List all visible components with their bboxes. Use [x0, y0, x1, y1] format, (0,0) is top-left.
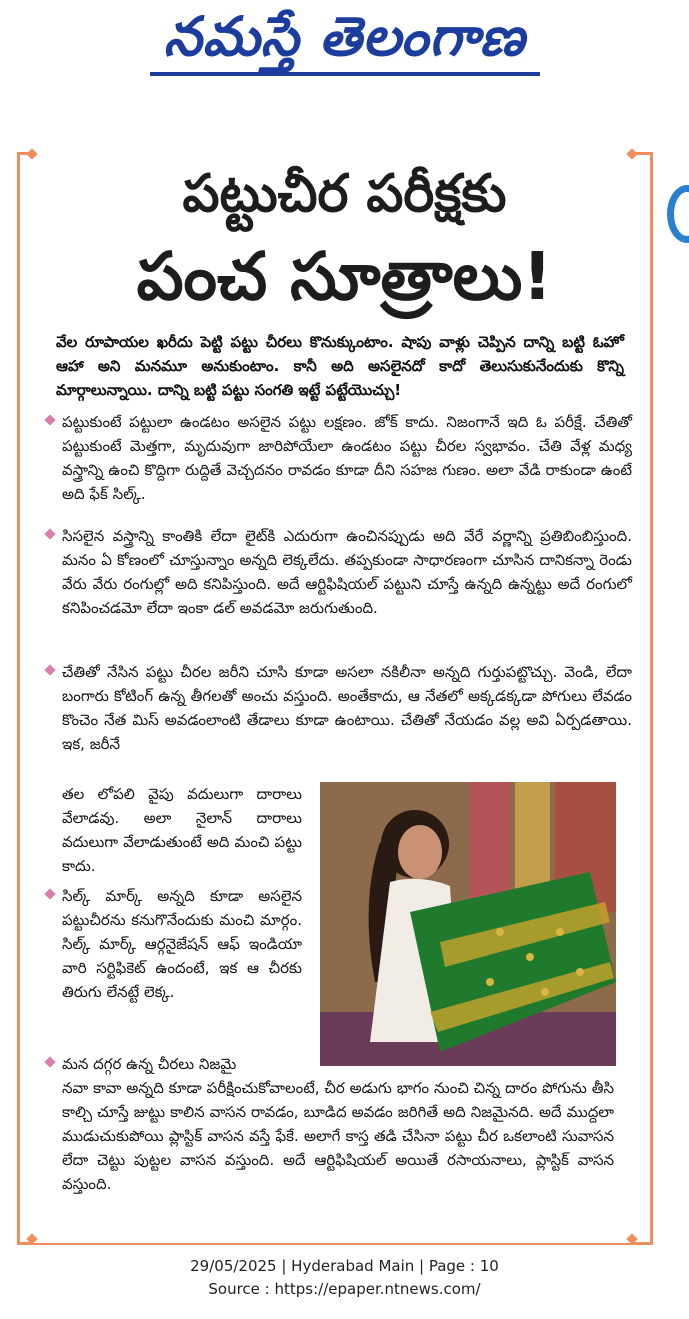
article-intro: వేల రూపాయల ఖరీదు పెట్టి పట్టు చీరలు కొనుక్కుంటాం. షాపు వాళ్లు చెప్పిన దాన్ని బట్టి ఓహో ఆహా అని మనమూ అనుకుంటాం. కానీ అది అసలైనదో కాదో తెలుసుకునేందుకు కొన్ని మార్గాలున్నాయి. దాన్ని బట్టి పట్టు సంగతి ఇట్టే పట్టేయొచ్చు!	[56, 333, 624, 399]
headline-line-2: పంచ సూత్రాలు!	[136, 238, 553, 315]
footer-source: Source : https://epaper.ntnews.com/	[208, 1280, 481, 1298]
masthead	[0, 4, 689, 82]
point-4	[44, 884, 302, 1004]
point-1	[44, 410, 632, 530]
point-5	[44, 1052, 302, 1076]
point-2-text: సిసలైన వస్త్రాన్ని కాంతికి లేదా లైట్‌కి ఎదురుగా ఉంచినప్పుడు అది వేరే వర్ణాన్ని ప్రతిబింబిస్తుంది. మనం ఏ కోణంలో చూస్తున్నాం అన్నది లెక్కలేదు. తప్పకుండా సాధారణంగా చూసిన దానికన్నా రెండు వేరు వేరు రంగుల్లో అది కనిపిస్తుంది. అదే ఆర్టిఫిషియల్ పట్టుని చూస్తే ఉన్నది ఉన్నట్టు అదే రంగులో కనిపించడమో లేదా ఇంకా డల్ అవడమో జరుగుతుంది.	[62, 527, 632, 617]
frame-gap-bottom	[32, 1234, 632, 1243]
masthead-underline	[150, 72, 540, 76]
bullet-diamond-icon	[44, 1056, 55, 1067]
point-1-text: పట్టుకుంటే పట్టులా ఉండటం అసలైన పట్టు లక్షణం. జోక్ కాదు. నిజంగానే ఇది ఓ పరీక్షే. చేతితో పట్టుకుంటే మెత్తగా, మృదువుగా జారిపోయేలా ఉండటం పట్టు చీరల స్వభావం. చేతి వేళ్ల మధ్య వస్త్రాన్ని ఉంచి కొద్దిగా రుద్దితే వెచ్చదనం రావడం కూడా దీని సహజ గుణం. అలా వేడి రాకుండా ఉంటే అది ఫేక్ సిల్క్.	[62, 413, 632, 503]
point-3-continued	[44, 782, 302, 878]
bullet-diamond-icon	[44, 664, 55, 675]
frame-gap-top	[32, 149, 632, 158]
point-3-continued-text: తల లోపలి వైపు వదులుగా దారాలు వేలాడవు. అలా నైలాన్ దారాలు వదులుగా వేలాడుతుంటే అది మంచి పట్టు కాదు.	[62, 785, 302, 875]
newspaper-logo: నమస్తే తెలంగాణ	[163, 4, 526, 68]
point-3	[44, 660, 632, 770]
point-5-continued	[44, 1076, 614, 1196]
point-4-text: సిల్క్ మార్క్ అన్నది కూడా అసలైన పట్టుచీరను కనుగొనేందుకు మంచి మార్గం. సిల్క్ మార్క్ ఆర్గనైజేషన్ ఆఫ్ ఇండియా వారి సర్టిఫికెట్ ఉందంటే, ఇక ఆ చీరకు తిరుగు లేనట్టే లెక్క.	[62, 887, 302, 1001]
point-3-text: చేతితో నేసిన పట్టు చీరల జరీని చూసి కూడా అసలా నకిలీనా అన్నది గుర్తుపట్టొచ్చు. వెండి, లేదా బంగారు కోటింగ్ ఉన్న తీగలతో అంచు వస్తుంది. అంతేకాదు, ఆ నేతలో అక్కడక్కడా పోగులు లేవడం కొంచెం నేత మిస్ అవడంలాంటి తేడాలు కూడా ఉంటాయి. చేతితో నేయడం వల్ల అవి ఏర్పడతాయి. ఇక, జరీనే	[62, 663, 632, 753]
point-5-continued-text: నవా కావా అన్నది కూడా పరీక్షించుకోవాలంటే, చీర అడుగు భాగం నుంచి చిన్న దారం పోగును తీసి కాల్చి చూస్తే జుట్టు కాలిన వాసన రావడం, బూడిద అవడం జరిగితే అది నిజమైనది. అదే ముద్దలా ముడుచుకుపోయి ప్లాస్టిక్ వాసన వస్తే ఫేకే. అలాగే కాస్త తడి చేసినా పట్టు చీర ఒకలాంటి సువాసన లేదా చెట్టు పుట్టల వాసన వస్తుంది. అదే ఆర్టిఫిషియల్ అయితే రసాయనాలు, ప్లాస్టిక్ వాసన వస్తుంది.	[62, 1079, 614, 1193]
bullet-diamond-icon	[44, 414, 55, 425]
footer-date-edition: 29/05/2025 | Hyderabad Main | Page : 10	[190, 1257, 499, 1275]
point-2	[44, 524, 632, 654]
bullet-diamond-icon	[44, 888, 55, 899]
woman-with-silk-saree-illustration	[320, 782, 616, 1066]
headline-line-1: పట్టుచీర పరీక్షకు	[182, 164, 507, 224]
point-5-text: మన దగ్గర ఉన్న చీరలు నిజమై	[62, 1055, 237, 1073]
bullet-diamond-icon	[44, 528, 55, 539]
saree-photo	[320, 782, 616, 1066]
